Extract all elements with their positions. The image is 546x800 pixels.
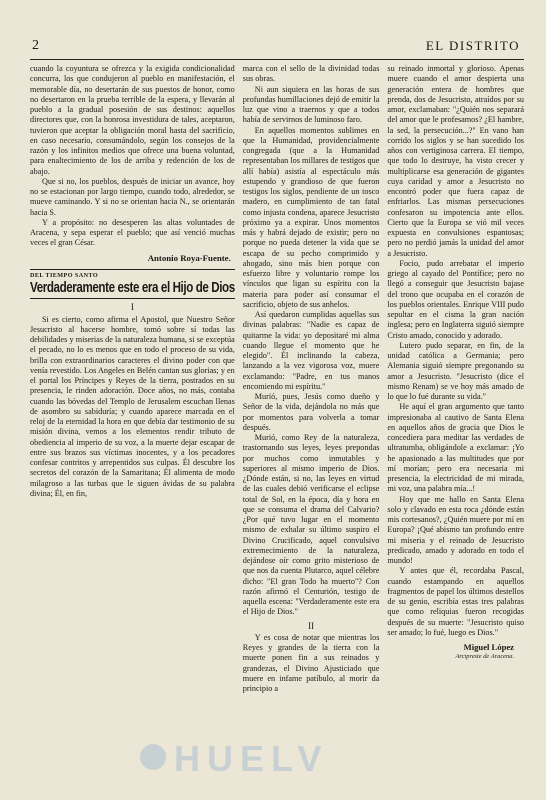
paragraph: He aquí el gran argumento que tanto impresionaba al cautivo de Santa Elena en aquellos años de gracia que Dios le concediera para meditar las verdades de ultratumba, obligándole a exclamar: ¡Yo he apasionado a las multitudes que por mí morían; pero era necesaria mi presencia, la electricidad de mi mirada, mi voz, una palabra mía...!	[387, 402, 524, 494]
article-heading	[30, 269, 235, 300]
paragraph: En aquellos momentos sublimes en que la Humanidad, providencialmente congregada (que a la Humanidad representaban los millares de testigos que allí había) asistía al espectáculo más estupendo y grandioso de que fueron testigos los siglos, pendiente de un tosco madero, en cumplimiento de tan fatal como injusta condena, aparece Jesucristo próximo ya a expirar. Unos momentos más y habrá dejado de existir; pero no porque no pueda detener la vida que se escapa de su pecho comprimido y ahogado, sino más bien porque con esfuerzo libre y voluntario rompe los vínculos que ligan su espíritu con la materia para poder así consumar el sacrificio, objeto de sus anhelos.	[242, 125, 380, 309]
part-numeral: I	[130, 302, 134, 313]
part-numeral: II	[308, 620, 315, 631]
paragraph: marca con el sello de la divinidad todas sus obras.	[242, 64, 380, 84]
page-header	[30, 38, 524, 58]
page-number: 2	[32, 38, 39, 53]
author-name: Miguel López	[463, 642, 514, 652]
paragraph: Que si no, los pueblos, después de iniciar un avance, hoy no se estacionan por largo tiempo, cuando todo, alrededor, se mueve caminando. Y si no se orientan hacia N., se orientarán hacia S.	[30, 176, 235, 217]
paragraph: Murió, como Rey de la naturaleza, trastornando sus leyes, leyes prepondas por muchos como inmutables y superiores al mismo imperio de Dios. ¿Dónde están, si no, las leyes en virtud de las cuales debió verificarse el eclipse total de Sol, en la época, día y hora en que se consuma el drama del Calvario? ¿Por qué tuvo lugar en el momento mismo de exhalar su último suspiro el Divino Crucificado, aquel convulsivo extremecimiento de la naturaleza, dejándose oír como grito misterioso de que nos da cuenta Plutarco, aquel célebre dicho: "El gran Todo ha muerto"? Con razón afirmó el Centurión, testigo de aquella escena: "Verdaderamente este era el Hijo de Dios."	[242, 433, 380, 617]
paragraph: Y antes que él, recordaba Pascal, cuando estampando en aquellos fragmentos de papel los últimos destellos de su genio, escribía estas tres palabras que como reliquias fueron recogidas después de su muerte: "Jesucristo quiso ser amado; lo fué, luego es Dios."	[387, 566, 524, 637]
column-1	[30, 64, 235, 786]
column-2	[243, 64, 380, 786]
text-columns	[30, 64, 524, 786]
section-kicker: DEL TIEMPO SANTO	[30, 271, 99, 279]
author-role: Arcipreste de Aracena.	[455, 653, 514, 661]
column-3	[387, 64, 524, 786]
paragraph: Si es cierto, como afirma el Apostol, que Nuestro Señor Jesucristo al hacerse hombre, tomó sobre sí todas las debilidades y miserias de la naturaleza humana, si se exceptúa el pecado, no lo es menos que en todo el proceso de su vida, brilla con extraordinarios caracteres el divino poder con que venía revestido. Los Angeles en Belén cantan sus glorias; y en el portal los Príncipes y Reyes de la tierra, postrados en su presencia, le rinden adoración. Doce años, no más, contaba cuando las bóvedas del Templo de Jerusalem escuchan llenas de asombro su sabiduría; y cuando aparece marcada en el reloj de la eternidad la hora en que debía dar testimonio de su misión divina, vemos a los elementos rendir tributo de obediencia al imperio de su voz, a la muerte dejar escapar de entre sus brazos sus víctimas inocentes, y a los pecadores confesar contritos y arrepentidos sus culpas. Él descubre los secretos del corazón de la Samaritana; Él alimenta de modo milagroso a las turbas que le siguen ávidas de su palabra divina; Él, en fin,	[30, 314, 235, 498]
paragraph: su reinado inmortal y glorioso. Apenas muere cuando el amor despierta una generación entera de hombres que prenda, dos de Jesucristo, atraídos por su amor, exclamaban: "¿Quién nos separará del amor que le profesamos? ¿El hambre, la sed, la persecución...?" En vano han corrido los siglos y se han sucedido los años con vertiginosa carrera. El tiempo, que todo lo destruye, ha visto crecer y multiplicarse esa generación de gigantes cuya caridad y amor a Jesucristo no encontró poder que fuera capaz de enfriarlos. Las mismas persecuciones confesaron su impotencia ante ellos. Cierto que la Europa se vió mil veces expuesta en convulsiones espantosas; pero no perdió jamás la unidad del amor a Jesucristo.	[387, 64, 524, 258]
running-head: EL DISTRITO	[425, 38, 520, 53]
paragraph: Focio, pudo arrebatar el imperio griego al cayado del Pontífice; pero no llegó a conseguir que Jesucristo bajase del trono que ocupaba en el corazón de los pueblos orientales. Enrique VIII pudo sepultar en el cisma la gran nación inglesa; pero en Inglaterra siguió siempre Cristo amado, conocido y adorado.	[387, 258, 524, 340]
paragraph: cuando la coyuntura se ofrezca y la exigida condicionalidad concurra, los que condujeron al pueblo en manifestación, el memorable día, no desertarán de sus puestos de honor, como no desertaron en la prueba terrible de la espera, y llevarán al pueblo a la gradual posesión de sus destinos: aquellos directores que, con la honrosa investidura de tales, aceptaron, tuvieron que aceptar la obligación moral hasta del sacrificio, en caso necesario, consumándolo, según los consejos de la razón y los infinitos medios que ofrece una buena voluntad, para enaltecimiento de los de arriba y redención de los de abajo.	[30, 64, 235, 176]
paragraph: Lutero pudo separar, en fin, de la unidad católica a Germania; pero Alemania siguió siempre pregonando su amor a Jesucristo. "Jesucristo (dice el mismo Renam) se ve hoy más amado de lo que lo fué durante su vida."	[387, 340, 524, 401]
watermark-text: HUELV	[174, 738, 329, 779]
header-rule	[30, 59, 524, 60]
paragraph: Y es cosa de notar que mientras los Reyes y grandes de la tierra con la muerte ponen fin a sus reinados y grandezas, el Divino Ajusticiado que muere en infame patíbulo, al morir da principio a	[242, 632, 380, 693]
paragraph: Ni aun siquiera en las horas de sus profundas humillaciones dejó de emitir la luz que vino a traernos y que a todos había de servirnos de luminoso faro.	[242, 84, 380, 125]
signature: Antonio Roya-Fuente.	[147, 252, 231, 263]
paragraph: Así quedaron cumplidas aquellas sus divinas palabras: "Nadie es capaz de quitarme la vida: yo depositaré mi alma cuando llegue el momento que he elegido". Él inclinando la cabeza, lanzando a la vez vigorosa voz, muere exclamando: "Padre, en tus manos encomiendo mi espíritu."	[242, 310, 380, 391]
article-headline: Verdaderamente este era el Hijo de Dios	[30, 279, 235, 296]
paragraph: Hoy que me hallo en Santa Elena solo y clavado en esta roca ¿dónde están mis cortesanos?, ¿Quién muere por mí en Europa? ¡Qué abismo tan profundo entre mi miseria y el reinado de Jesucristo predicado, amado y adorado en todo el mundo!	[387, 494, 524, 565]
paragraph: Murió, pues, Jesús como dueño y Señor de la vida, dejándola no más que por momentos para volverla a tomar después.	[242, 392, 380, 432]
paragraph: Y a propósito: no desesperen las altas voluntades de Aracena, y sepa esperar el pueblo; que así venció muchas veces el gran César.	[30, 217, 235, 248]
